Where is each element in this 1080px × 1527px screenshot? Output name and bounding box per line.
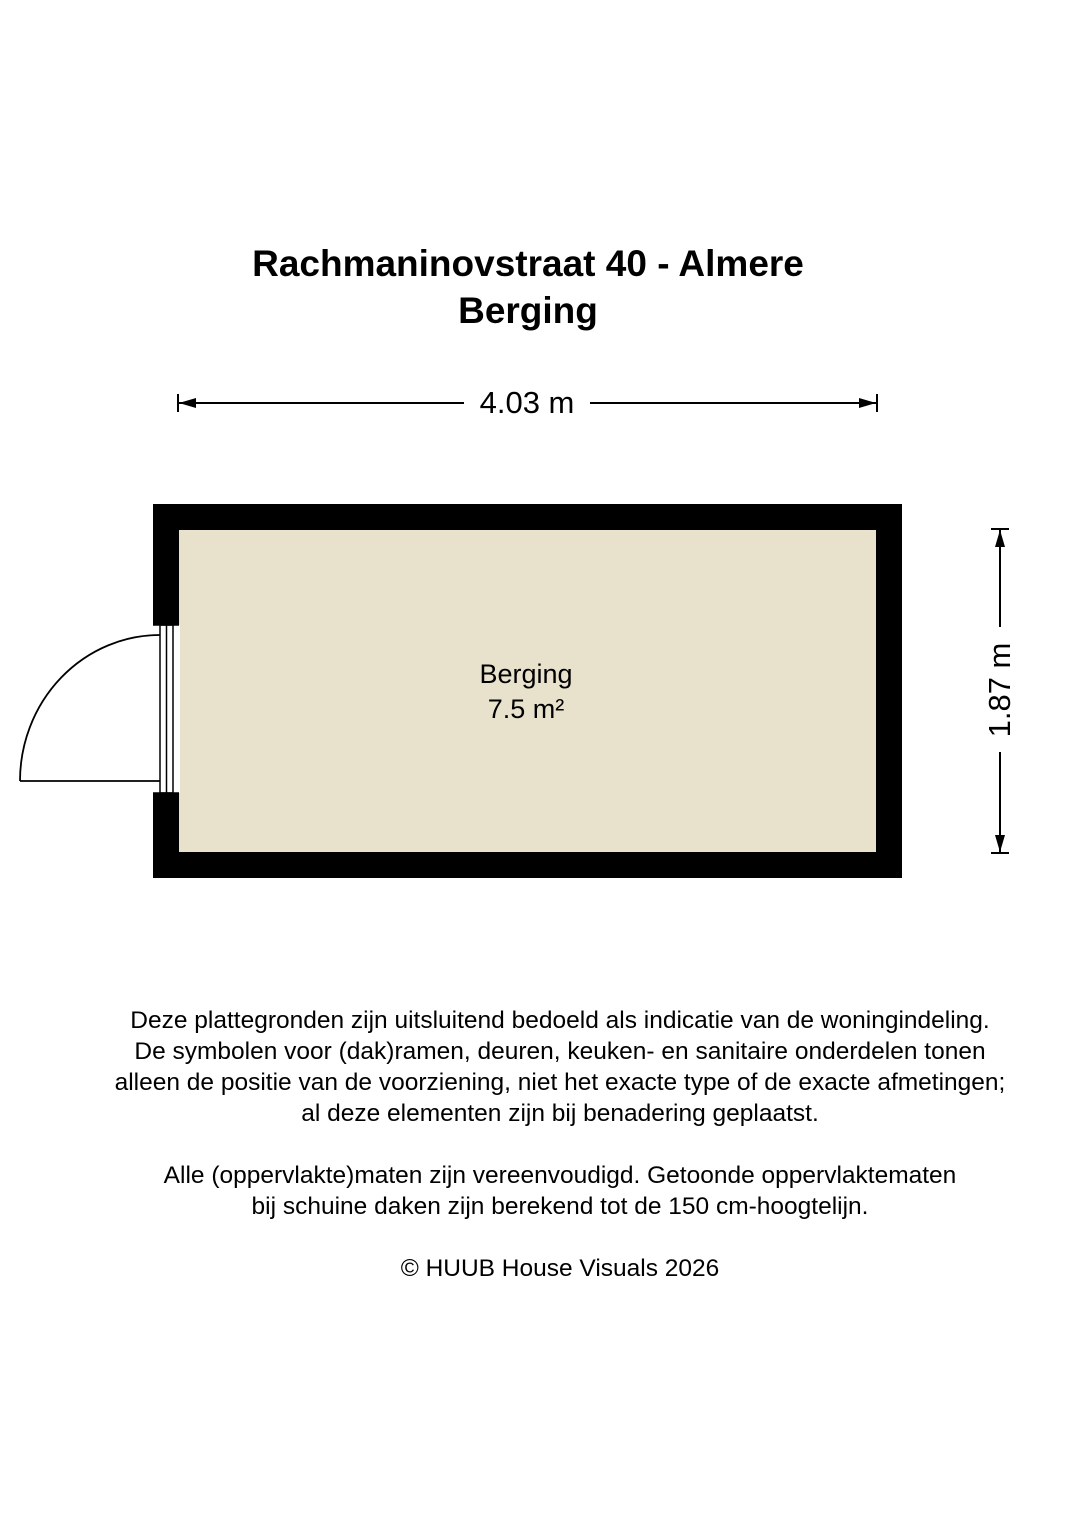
arrow-right-icon bbox=[859, 398, 876, 408]
page-subtitle: Berging bbox=[458, 290, 598, 331]
copyright-notice: © HUUB House Visuals 2026 bbox=[400, 1255, 720, 1282]
door-swing-icon bbox=[20, 635, 160, 781]
page-title: Rachmaninovstraat 40 - Almere bbox=[252, 243, 804, 284]
room-floor bbox=[179, 530, 876, 852]
width-dimension-label: 4.03 m bbox=[465, 385, 589, 421]
arrow-up-icon bbox=[995, 530, 1005, 547]
arrow-down-icon bbox=[995, 835, 1005, 852]
disclaimer-line: De symbolen voor (dak)ramen, deuren, keuken- en sanitaire onderdelen tonen bbox=[134, 1038, 986, 1065]
measurement-note-line: bij schuine daken zijn berekend tot de 150 cm-hoogtelijn. bbox=[251, 1193, 869, 1220]
height-dimension-label: 1.87 m bbox=[982, 630, 1018, 750]
walls bbox=[153, 504, 902, 878]
disclaimer-line: al deze elementen zijn bij benadering geplaatst. bbox=[301, 1100, 819, 1127]
measurement-note-line: Alle (oppervlakte)maten zijn vereenvoudigd. Getoonde oppervlaktematen bbox=[163, 1162, 957, 1189]
room-name-label: Berging bbox=[479, 659, 573, 689]
room-area-label: 7.5 m² bbox=[487, 694, 565, 724]
disclaimer-line: alleen de positie van de voorziening, niet het exacte type of de exacte afmetingen; bbox=[114, 1069, 1006, 1096]
disclaimer-line: Deze plattegronden zijn uitsluitend bedoeld als indicatie van de woningindeling. bbox=[130, 1007, 990, 1034]
arrow-left-icon bbox=[179, 398, 196, 408]
